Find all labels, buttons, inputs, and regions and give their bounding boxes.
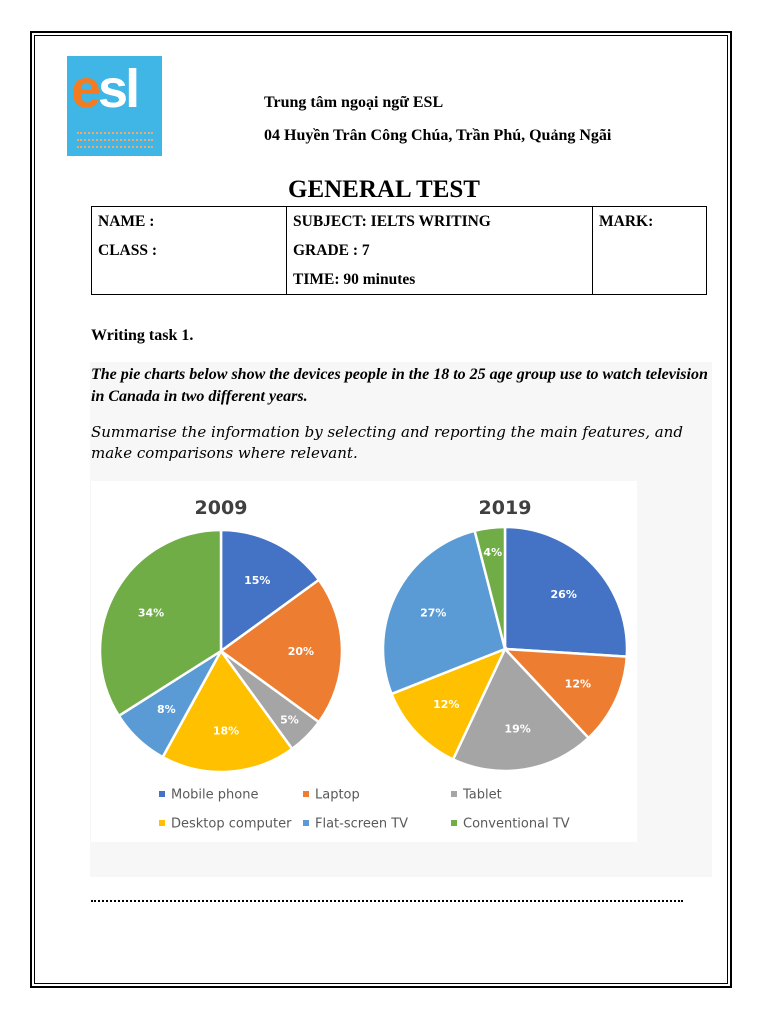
pie-data-label: 27% bbox=[420, 606, 447, 620]
task-heading: Writing task 1. bbox=[91, 327, 194, 344]
answer-line bbox=[91, 900, 683, 902]
student-info-table bbox=[91, 206, 707, 295]
name-label: NAME : bbox=[98, 213, 155, 230]
mark-label: MARK: bbox=[599, 213, 654, 230]
logo-dots bbox=[77, 146, 153, 148]
legend-swatch bbox=[159, 791, 165, 797]
legend-swatch bbox=[159, 820, 165, 826]
pie-data-label: 15% bbox=[244, 573, 271, 587]
pie-data-label: 20% bbox=[287, 645, 315, 658]
pie-data-label: 26% bbox=[550, 587, 577, 601]
legend-label: Conventional TV bbox=[463, 816, 570, 832]
center-address: 04 Huyền Trân Công Chúa, Trần Phú, Quảng Ngãi bbox=[264, 127, 612, 144]
pie-data-label: 34% bbox=[137, 606, 165, 620]
mark-cell bbox=[593, 207, 707, 295]
legend-label: Desktop computer bbox=[171, 816, 292, 832]
pie-data-label: 5% bbox=[280, 713, 299, 727]
logo-dots bbox=[77, 132, 153, 134]
task-prompt: The pie charts below show the devices people in the 18 to 25 age group use to watch television in Canada in two different years. bbox=[91, 366, 708, 405]
legend-swatch bbox=[303, 820, 309, 826]
pie-data-label: 19% bbox=[504, 722, 531, 736]
pie-title-2009: 2009 bbox=[194, 497, 248, 519]
logo-dots bbox=[77, 139, 153, 141]
subject-cell bbox=[287, 207, 593, 295]
legend-label: Tablet bbox=[463, 787, 502, 803]
legend-label: Mobile phone bbox=[171, 787, 259, 803]
pie-data-label: 12% bbox=[433, 698, 460, 712]
pie-data-label: 4% bbox=[483, 546, 503, 560]
pie-charts bbox=[91, 481, 637, 842]
legend-label: Laptop bbox=[315, 787, 360, 803]
center-name: Trung tâm ngoại ngữ ESL bbox=[264, 94, 444, 111]
time-label: TIME: 90 minutes bbox=[293, 271, 416, 288]
pie-data-label: 18% bbox=[212, 724, 240, 738]
name-cell bbox=[92, 207, 287, 295]
pie-title-2019: 2019 bbox=[478, 497, 532, 519]
pie-data-label: 12% bbox=[564, 677, 592, 691]
class-label: CLASS : bbox=[98, 242, 158, 259]
pie-data-label: 8% bbox=[156, 703, 176, 717]
legend-swatch bbox=[303, 791, 309, 797]
legend-swatch bbox=[451, 820, 457, 826]
legend-label: Flat-screen TV bbox=[315, 816, 409, 832]
test-title: GENERAL TEST bbox=[288, 176, 480, 203]
logo-text: esl bbox=[71, 59, 138, 119]
subject-label: SUBJECT: IELTS WRITING bbox=[293, 213, 491, 230]
pie-chart-figure bbox=[91, 481, 637, 842]
esl-logo bbox=[67, 56, 162, 156]
grade-label: GRADE : 7 bbox=[293, 242, 370, 259]
task-instruction: Summarise the information by selecting and reporting the main features, and make comparisons where relevant. bbox=[91, 423, 683, 462]
legend-swatch bbox=[451, 791, 457, 797]
